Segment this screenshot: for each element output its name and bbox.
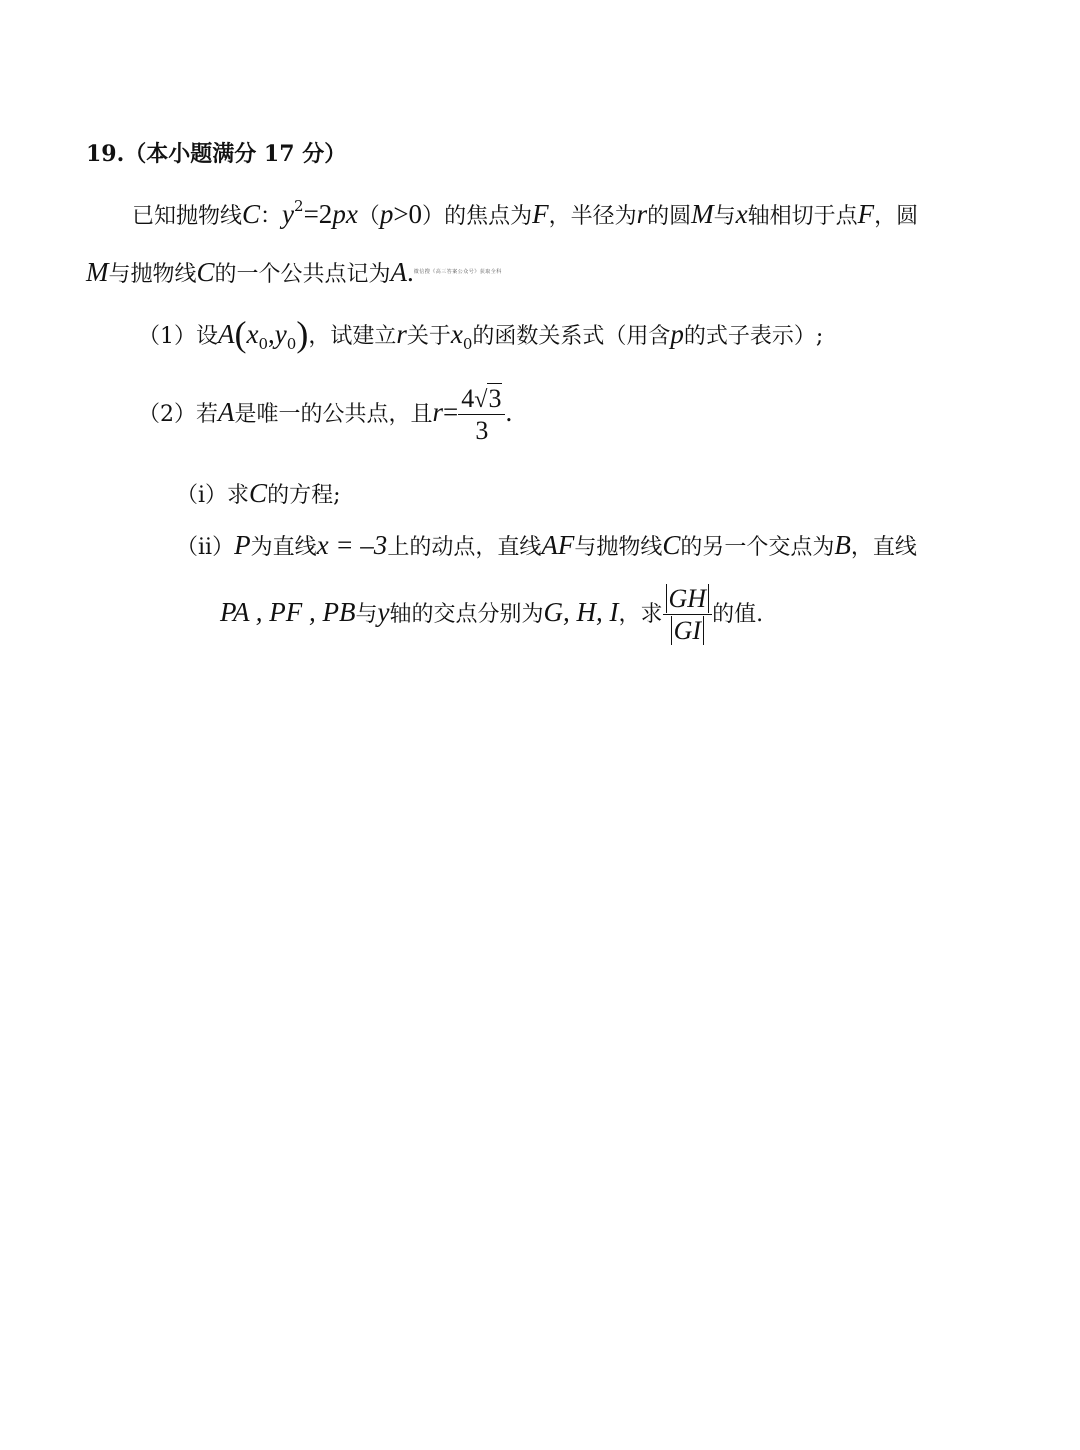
ratio-fraction: $\frac{GH}{GI}$ [663,586,713,644]
sub-question-ii-line-1: （ii）P为直线x = –3上的动点，直线AF与抛物线C的另一个交点为B，直线 [176,530,917,560]
part-2: （2）若A是唯一的公共点，且r= $\frac{4√3}{3}$ . [138,384,513,445]
sub-question-i: （i）求C的方程; [176,478,341,508]
sqrt-sign: √3 [474,384,502,413]
sub-question-ii-line-2: PA , PF , PB与y轴的交点分别为G, H, I，求 $\frac{GH}{GI}$ 的值. [220,584,764,645]
radius-fraction: $\frac{4√3}{3}$ [458,386,505,444]
watermark-text: 微信搜《高三答案公众号》获取全科 [413,269,502,275]
part-1: （1）设$A(x_0,y_0)$，试建立r关于$x_0$的函数关系式（用含p的式子表示）; [138,314,824,354]
problem-stem-line-2: M与抛物线C的一个公共点记为A.$^{微信搜《高三答案公众号》获取全科}$ [86,257,502,287]
problem-heading: 19.（本小题满分 17 分） [86,141,347,167]
problem-stem-line-1: 已知抛物线C：$y^2=2px(p>0)$的焦点为F，半径为r的圆M与x轴相切于点F，圆 [132,197,919,229]
